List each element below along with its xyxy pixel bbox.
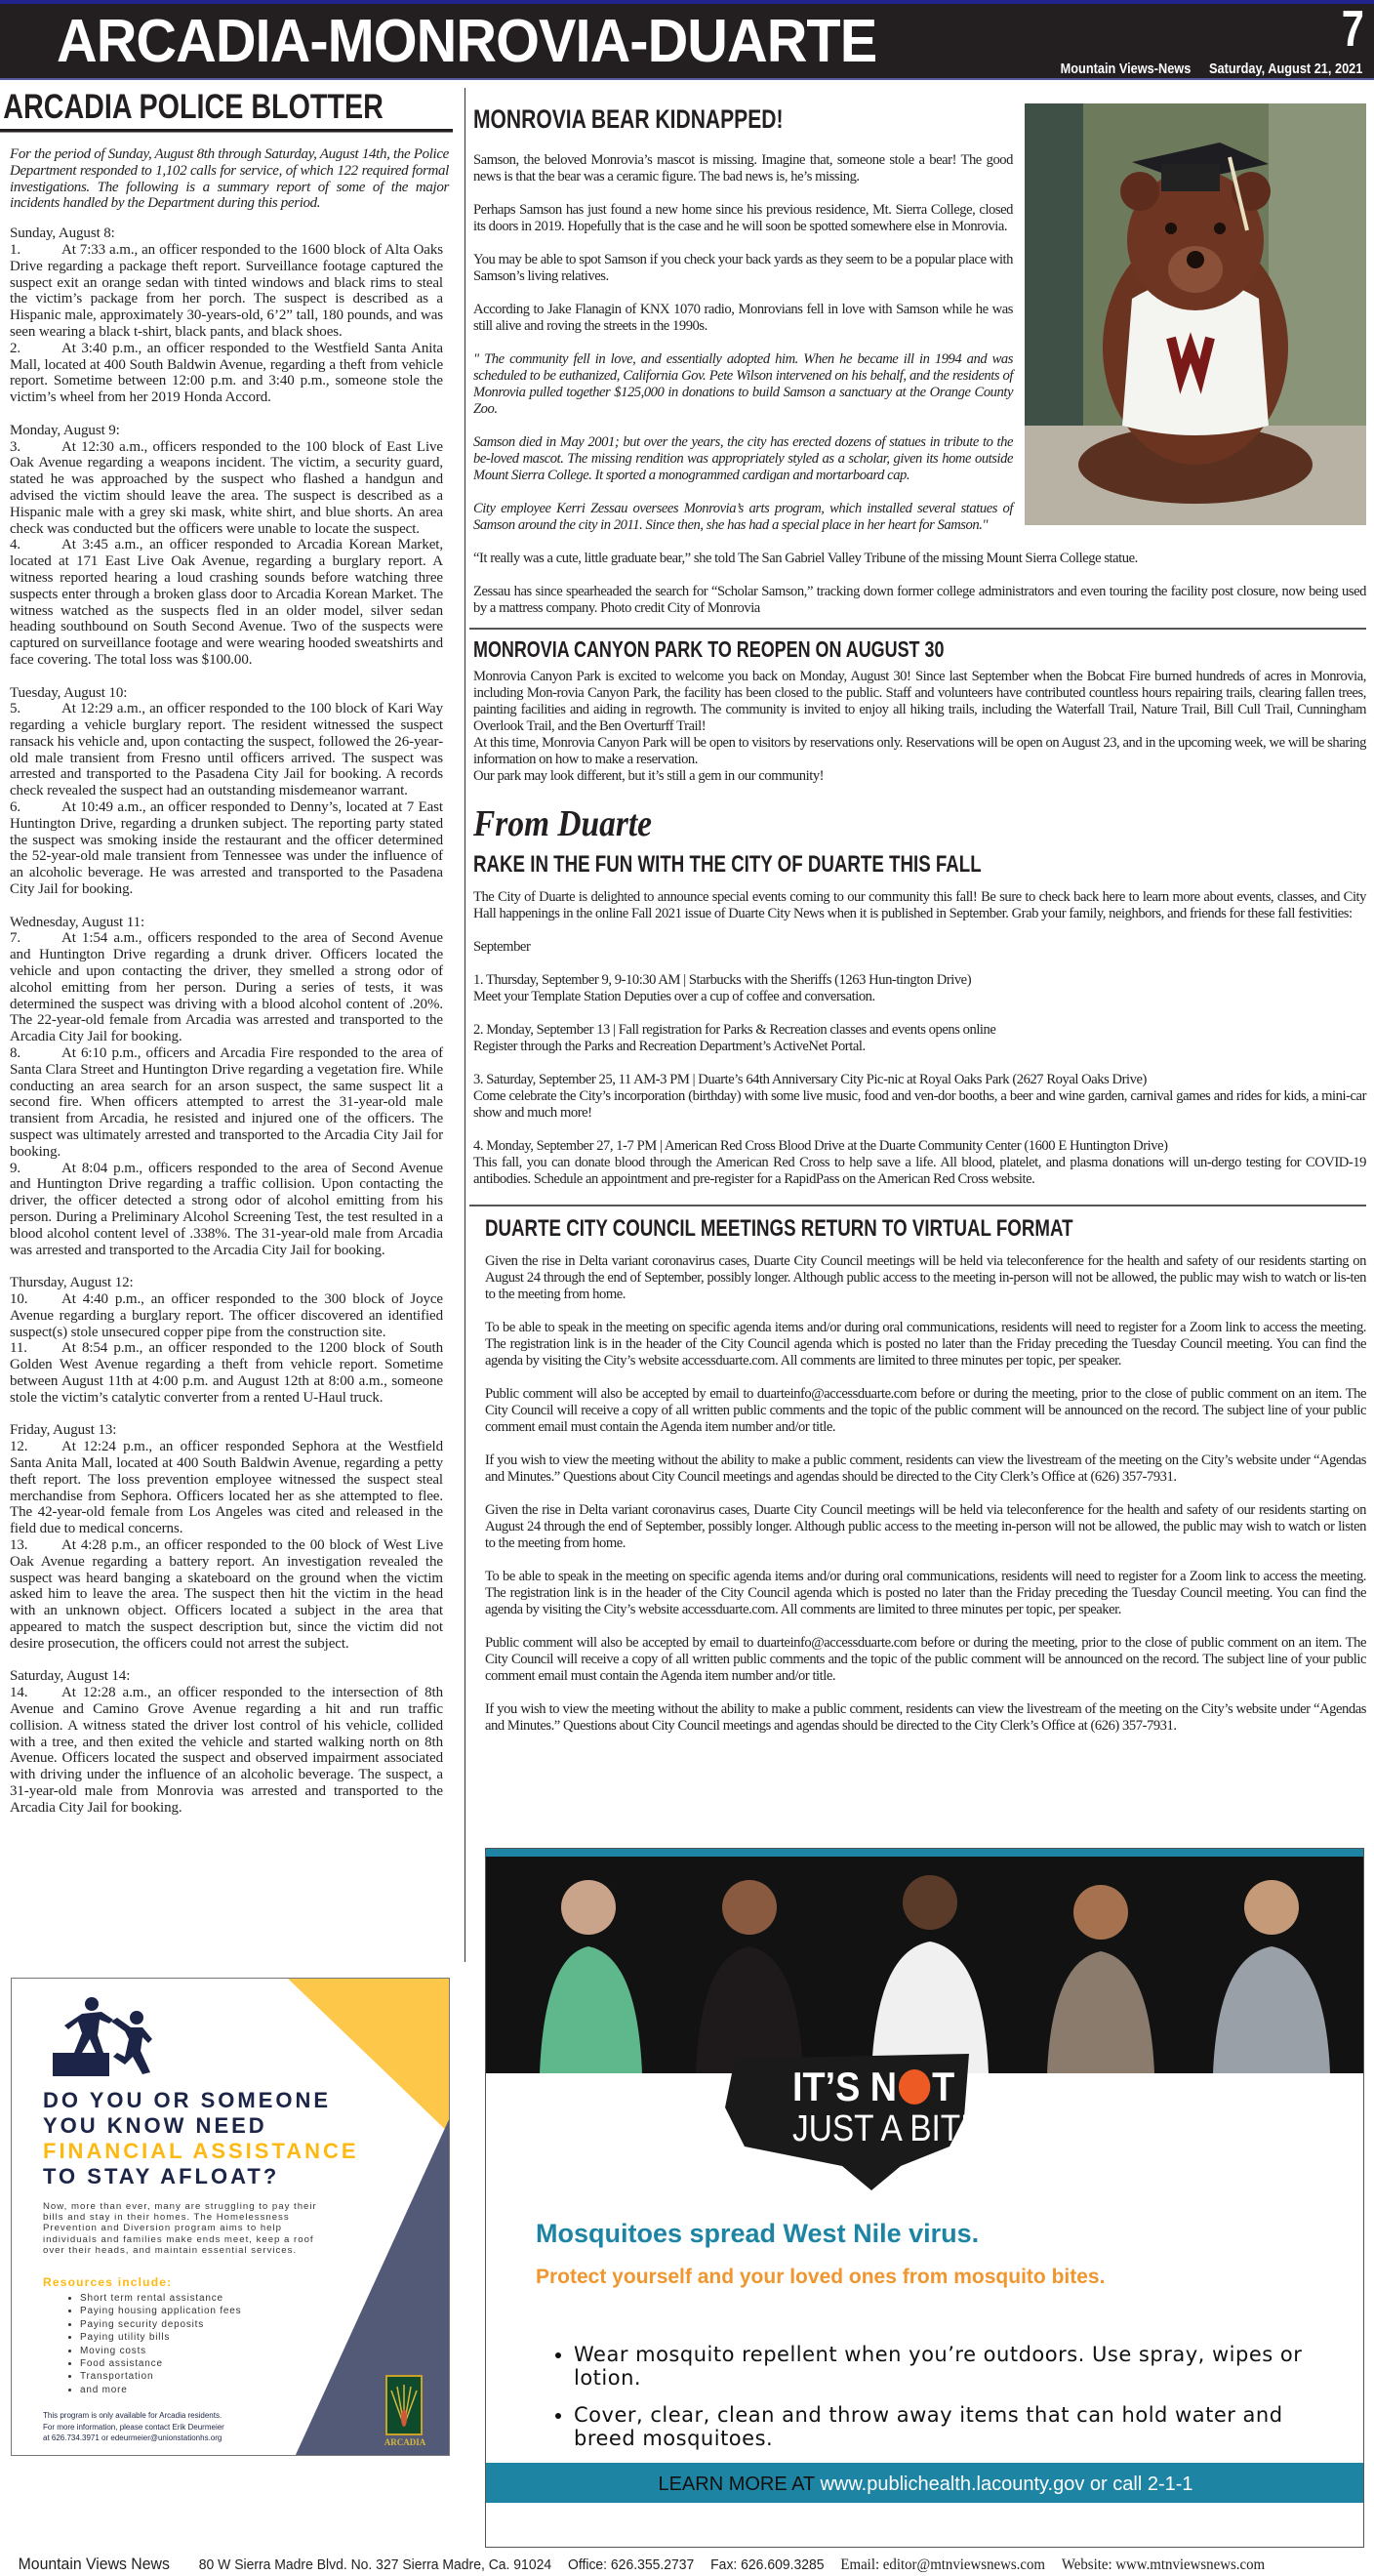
incident-text: At 7:33 a.m., an officer responded to the 1600 block of Alta Oaks Drive regarding a package theft report. Surveillance footage captured the suspect exit an orange sedan with tinted windows and black rims to steal the victim’s package from her porch. The suspect is described as a Hispanic male, approximately 30-years-old, 6’2” tall, 180 pounds, and was seen wearing a black t-shirt, black pants, and black shoes. [10,241,443,340]
blotter-intro: For the period of Sunday, August 8th through Saturday, August 14th, the Police Department responded to 1,102 calls for service, of which 122 required formal investigations. The following is a summary report of some of the major incidents handled by the Department during this period. [10,146,449,212]
incident-text: At 12:30 a.m., officers responded to the 100 block of East Live Oak Avenue regarding a weapons incident. The victim, a security guard, stated he was approached by the suspect who flashed a handgun and advised the victim should leave the area. The suspect is described as a Hispanic male with a grey ski mask, white shirt, and blue shorts. An area check was conducted but the officers were unable to locate the suspect. [10,438,443,537]
west-nile-ad [485,1848,1364,2548]
resource-item: • Paying security deposits [80,2318,241,2331]
resource-item: • and more [80,2384,241,2396]
day-label: Friday, August 13: [10,1422,117,1439]
bear-statue-photo [1025,103,1366,525]
incident-item [10,1685,443,1816]
incident-item [10,1045,443,1161]
day-label: Tuesday, August 10: [10,684,128,701]
bear-paragraph: City employee Kerri Zessau oversees Monrovia’s arts program, which installed several statues of Samson around the city in 2011. Since then, she has had a special place in her heart for Samson." [473,501,1013,533]
day-label: Wednesday, August 11: [10,914,145,930]
duarte-paragraph: 4. Monday, September 27, 1-7 PM | American Red Cross Blood Drive at the Duarte Community Center (1600 E Huntington Drive) This fall, you can donate blood through the American Red Cross to help save a life. All blood, platelet, and plasma donations will un-dergo testing for COVID-19 antibodies. Schedule an appointment and pre-register for a RapidPass on the American Red Cross website. [473,1138,1366,1187]
financial-assistance-ad [11,1978,450,2456]
slogan-text: IT’S N [792,2064,898,2109]
incident-number: 14. [10,1685,28,1701]
resource-item: • Food assistance [80,2357,241,2370]
day-label: Monday, August 9: [10,422,120,438]
incident-text: At 12:28 a.m., an officer responded to the intersection of 8th Avenue and Camino Grove Avenue regarding a hit and run traffic collision. A witness stated the driver lost control of his vehicle, collided with a tree, and then exited the vehicle and started walking north on 8th Avenue. Officers located the suspect and observed impairment associated with driving under the influence of an alcoholic beverage. The suspect, a 31-year-old male from Monrovia was arrested and transported to the Arcadia City Jail for booking. [10,1685,443,1816]
incident-text: At 12:29 a.m., an officer responded to the 100 block of Kari Way regarding a vehicle burglary report. The resident witnessed the suspect ransack his vehicle and, upon contacting the suspect, followed the 26-year-old male transient from Fresno until officers arrived. The suspect was arrested and transported to the Pasadena City Jail for booking. A records check revealed the suspect had an outstanding misdemeanor warrant. [10,701,443,799]
council-paragraph: Public comment will also be accepted by email to duarteinfo@accessduarte.com before or during the meeting, prior to the close of public comment on an item. The City Council will receive a copy of all written public comments and the topic of the public comment will be announced on the record. The subject line of your public comment email must contain the Agenda item number and/or title. [485,1386,1366,1435]
council-paragraph: If you wish to view the meeting without the ability to make a public comment, residents can view the livestream of the meeting on the City’s website under “Agendas and Minutes.” Questions about City Council meetings and agendas should be directed to the City Clerk’s Office at (626) 357-7931. [485,1452,1366,1485]
footer-address: 80 W Sierra Madre Blvd. No. 327 Sierra Madre, Ca. 91024 [198,2556,552,2573]
slogan-line-1 [792,2065,954,2108]
ad-contact [43,2410,224,2444]
bear-paragraph: Perhaps Samson has just found a new home since his previous residence, Mt. Sierra College, closed its doors in 2019. Hopefully that is the case and he will soon be spotted somewhere else in Monrovia. [473,202,1013,234]
ad-headline-2: YOU KNOW NEED [43,2113,267,2138]
incident-number: 13. [10,1536,28,1553]
incident-number: 6. [10,799,21,816]
incident-number: 3. [10,438,21,455]
incident-number: 10. [10,1290,28,1307]
council-paragraph: To be able to speak in the meeting on specific agenda items and/or during oral communications, residents will need to register for a Zoom link to access the meeting. The registration link is in the header of the City Council agenda which is posted no later than the Friday preceding the Tuesday Council meeting. You can find the agenda by visiting the City’s website accessduarte.com. All comments are limited to three minutes per topic, per speaker. [485,1320,1366,1369]
council-paragraph: Given the rise in Delta variant coronavirus cases, Duarte City Council meetings will be held via teleconference for the health and safety of our residents starting on August 24 through the end of September, possibly longer. Although public access to the meeting in-person will not be allowed, the public may wish to watch or listen to the meeting from home. [485,1502,1366,1551]
page-number: 7 [1341,1,1364,58]
bear-paragraph: “It really was a cute, little graduate bear,” she told The San Gabriel Valley Tribune of the missing Mount Sierra College statue. [473,551,1138,566]
canyon-paragraph: At this time, Monrovia Canyon Park will be open to visitors by reservations only. Reservations will be open on August 23, and in the upcoming week, we will be sharing information on how to make a reservation. [473,735,1366,767]
incident-item [10,1291,443,1340]
bear-heading: MONROVIA BEAR KIDNAPPED! [473,104,784,134]
footer-fax: Fax: 626.609.3285 [710,2556,825,2573]
masthead-info [1060,61,1362,78]
duarte-paragraph: 3. Saturday, September 25, 11 AM-3 PM | Duarte’s 64th Anniversary City Pic-nic at Royal Oaks Park (2627 Royal Oaks Drive) Come celebrate the City’s incorporation (birthday) with some live music, food and ven-dor booths, a beer and wine garden, carnival games and rides for kids, a mini-car show and much more! [473,1072,1366,1121]
blotter-body [0,212,453,1816]
blotter-day [10,1422,443,1652]
incident-item [10,1161,443,1259]
council-paragraph: If you wish to view the meeting without the ability to make a public comment, residents can view the livestream of the meeting on the City’s website under “Agendas and Minutes.” Questions about City Council meetings and agendas should be directed to the City Clerk’s Office at (626) 357-7931. [485,1701,1366,1734]
slogan-line-2: JUST A BITE [792,2108,983,2149]
resources-label: Resources include: [43,2275,173,2289]
incident-text: At 3:40 p.m., an officer responded to the Westfield Santa Anita Mall, located at 400 South Baldwin Avenue, regarding a theft from vehicle report. Sometime between 12:00 p.m. and 3:40 p.m., someone stole the victim’s wheel from her 2019 Honda Accord. [10,340,443,406]
duarte-paragraph: The City of Duarte is delighted to announce special events coming to our community this fall! Be sure to check back here to learn more about events, classes, and City Hall happenings in the online Fall 2021 issue of Duarte City News when it is published in September. Grab your family, neighbors, and friends for these fall festivities: [473,889,1366,921]
incident-number: 2. [10,340,21,356]
incident-item [10,341,443,406]
ad-headline-3: FINANCIAL ASSISTANCE [43,2139,359,2163]
blotter-day [10,915,443,1259]
footer-paper: Mountain Views News [18,2555,170,2573]
incident-item [10,1537,443,1653]
bear-paragraph: According to Jake Flanagin of KNX 1070 radio, Monrovians fell in love with Samson while he was still alive and roving the streets in the 1990s. [473,302,1013,334]
incident-text: At 8:04 p.m., officers responded to the area of Second Avenue and Huntington Drive regarding a traffic collision. Upon contacting the driver, the officer detected a strong odor of alcohol emitting from his person. During a Preliminary Alcohol Screening Test, the test resulted in a blood alcohol content level of .338%. The 31-year-old male from Arcadia was arrested and transported to the Arcadia City Jail for booking. [10,1160,443,1258]
day-label: Saturday, August 14: [10,1668,131,1685]
incident-item [10,701,443,799]
blotter-day [10,423,443,669]
police-blotter [0,84,453,1832]
canyon-paragraph: Monrovia Canyon Park is excited to welcome you back on Monday, August 30! Since last September when the Bobcat Fire burned hundreds of acres in Monrovia, including Mon-rovia Canyon Park, the facility has been closed to the public. Staff and volunteers have contributed countless hours repairing trails, clearing fallen trees, painting facilities and aiding in regrowth. The community is invited to enjoy all hiking trails, including the Waterfall Trail, Nature Trail, Bill Cull Trail, Cunningham Overlook Trail, and the Ben Overturff Trail! [473,669,1366,734]
resource-item: • Moving costs [80,2345,241,2357]
ad-body: Now, more than ever, many are struggling to pay their bills and stay in their homes. The Homelessness Prevention and Diversion program aims to help individuals and families make ends meet, keep a roof over their heads, and maintain essential services. [43,2201,317,2256]
mosquito-icon [899,2069,930,2105]
people-photo [486,1849,1364,2073]
blotter-day [10,685,443,898]
council-paragraph: Given the rise in Delta variant coronavirus cases, Duarte City Council meetings will be held via teleconference for the health and safety of our residents starting on August 24 through the end of September, possibly longer. Although public access to the meeting in-person will not be allowed, the public may wish to watch or lis-ten to the meeting from home. [485,1253,1366,1302]
bear-paragraph: Zessau has since spearheaded the search for “Scholar Samson,” tracking down former college administrators and even touring the facility post closure, now being used by a mattress company. Photo credit City of Monrovia [473,584,1366,616]
resource-item: • Transportation [80,2370,241,2383]
learn-more-label: LEARN MORE AT [658,2474,815,2495]
bear-paragraph: Samson died in May 2001; but over the years, the city has erected dozens of statues in tribute to the be-loved mascot. The missing rendition was appropriately styled as a scholar, given its home outside Mount Sierra College. It sported a monogrammed cardigan and mortarboard cap. [473,434,1013,483]
bear-paragraph: You may be able to spot Samson if you check your back yards as they seem to be a popular place with Samson’s living relatives. [473,252,1013,284]
ad-subhead: Protect yourself and your loved ones from mosquito bites. [536,2266,1106,2288]
incident-text: At 10:49 a.m., an officer responded to Denny’s, located at 7 East Huntington Drive, regarding a drunken subject. The reporting party stated the suspect was smoking inside the restaurant and the officer determined the 52-year-old male transient from Tennessee was under the influence of an alcoholic beverage. He was arrested and transported to the Pasadena City Jail for booking. [10,799,443,898]
incident-item [10,1439,443,1537]
council-paragraph: To be able to speak in the meeting on specific agenda items and/or during oral communications, residents will need to register for a Zoom link to access the meeting. The registration link is in the header of the City Council agenda which is posted no later than the Friday preceding the Tuesday Council meeting. You can find the agenda by visiting the City’s website accessduarte.com. All comments are limited to three minutes per topic, per speaker. [485,1569,1366,1617]
incident-number: 1. [10,241,21,258]
resource-item: • Short term rental assistance [80,2292,241,2305]
peacock-icon [387,2377,421,2433]
bear-paragraph: " The community fell in love, and essentially adopted him. When he became ill in 1994 and was scheduled to be euthanized, California Gov. Pete Wilson intervened on his behalf, and the residents of Monrovia pulled together $125,000 in donations to build Samson a sanctuary at the Orange County Zoo. [473,351,1013,417]
blotter-heading: ARCADIA POLICE BLOTTER [3,88,384,126]
canyon-body [473,669,1366,785]
council-article [473,1214,1366,1735]
footer-office: Office: 626.355.2737 [567,2556,695,2573]
council-paragraph: Public comment will also be accepted by email to duarteinfo@accessduarte.com before or during the meeting, prior to the close of public comment on an item. The City Council will receive a copy of all written public comments and the topic of the public comment will be announced on the record. The subject line of your public comment email must contain the Agenda item number and/or title. [485,1635,1366,1684]
arcadia-logo-text [379,2437,431,2447]
duarte-paragraph: 1. Thursday, September 9, 9-10:30 AM | Starbucks with the Sheriffs (1263 Hun-tington Drive) Meet your Template Station Deputies over a cup of coffee and conversation. [473,972,972,1004]
incident-number: 12. [10,1439,28,1455]
incident-item [10,930,443,1045]
section-title: ARCADIA-MONROVIA-DUARTE [57,8,877,75]
incident-item [10,439,443,538]
learn-more-bar [486,2463,1364,2506]
resources-list [80,2292,241,2396]
arcadia-logo [385,2375,423,2435]
learn-more-link[interactable]: www.publichealth.lacounty.gov or call 2-1-1 [820,2474,1193,2495]
resource-item: • Paying housing application fees [80,2305,241,2317]
incident-item [10,537,443,668]
prevention-list [574,2343,1315,2464]
bear-paragraph: Samson, the beloved Monrovia’s mascot is missing. Imagine that, someone stole a bear! The good news is that the bear was a ceramic figure. The bad news is, he’s missing. [473,152,1013,184]
incident-text: At 12:24 p.m., an officer responded Sephora at the Westfield Santa Anita Mall, located at 400 South Baldwin Avenue, regarding a petty theft report. The loss prevention employee witnessed the suspect steal merchandise from Sephora. Officers located her as she attempted to flee. The 42-year-old female from Los Angeles was cited and released in the field due to medical concerns. [10,1439,443,1537]
duarte-heading: RAKE IN THE FUN WITH THE CITY OF DUARTE THIS FALL [473,851,982,878]
ad-headline: Mosquitoes spread West Nile virus. [536,2219,980,2248]
footer-website[interactable]: Website: www.mtnviewsnews.com [1061,2556,1266,2573]
canyon-heading: MONROVIA CANYON PARK TO REOPEN ON AUGUST 30 [473,636,945,662]
canyon-paragraph: Our park may look different, but it’s still a gem in our community! [473,768,825,784]
day-label: Sunday, August 8: [10,225,115,242]
from-duarte-title: From Duarte [473,803,653,844]
incident-number: 8. [10,1045,21,1062]
contact-line: This program is only available for Arcadia residents. [43,2411,222,2420]
masthead [0,0,1374,80]
incident-number: 9. [10,1160,21,1176]
blotter-day [10,1668,443,1816]
incident-item [10,1340,443,1406]
section-rule [469,1205,1366,1206]
prevention-item: • Wear mosquito repellent when you’re outdoors. Use spray, wipes or lotion. [574,2343,1315,2390]
incident-text: At 6:10 p.m., officers and Arcadia Fire responded to the area of Santa Clara Street and Huntington Drive regarding a vegetation fire. While conducting an area search for an arson suspect, the same suspect lit a second fire. When officers attempted to arrest the 31-year-old male transient from Arcadia, he resisted and injured one of the officers. The suspect was ultimately arrested and transported to the Arcadia City Jail for booking. [10,1045,443,1160]
incident-text: At 4:28 p.m., an officer responded to the 00 block of West Live Oak Avenue regarding a battery report. An investigation revealed the suspect was heard banging a skateboard on the ground when the victim asked him to leave the area. The suspect then hit the victim in the head with an unknown object. Officers located a subject in the area that appeared to match the suspect description but, since the victim did not desire prosecution, the officers could not arrest the subject. [10,1536,443,1652]
incident-text: At 3:45 a.m., an officer responded to Arcadia Korean Market, located at 171 East Live Oak Avenue, regarding a burglary report. A witness reported hearing a loud crashing sounds before watching three suspects enter through a broken glass door to Arcadia Korean Market. The witness watched as the suspects fled in an older model, silver sedan heading southbound on South Second Avenue. Two of the suspects were captured on surveillance footage and were wearing hooded sweatshirts and face covering. The total loss was $100.00. [10,537,443,668]
contact-line: at 626.734.3971 or edeurmeier@unionstationhs.org [43,2433,222,2443]
resource-item: • Paying utility bills [80,2331,241,2344]
ad-headline-1: DO YOU OR SOMEONE [43,2088,332,2112]
duarte-paragraph: September [473,939,531,955]
slogan-text: T [932,2064,955,2109]
duarte-body [473,889,1366,1188]
council-heading: DUARTE CITY COUNCIL MEETINGS RETURN TO VIRTUAL FORMAT [485,1215,1073,1242]
prevention-item: • Cover, clear, clean and throw away items that can hold water and breed mosquitoes. [574,2403,1315,2450]
day-label: Thursday, August 12: [10,1275,134,1291]
section-rule [469,628,1366,630]
incident-number: 11. [10,1340,27,1357]
incident-text: At 1:54 a.m., officers responded to the area of Second Avenue and Huntington Drive regarding a drunk driver. Officers located the vehicle and upon contacting the driver, they smelled a strong odor of alcohol emitting from her person. During a series of tests, it was determined the suspect was driving with a blood alcohol content of .20%. The 22-year-old female from Arcadia was arrested and transported to the Arcadia City Jail for booking. [10,930,443,1045]
helping-hand-icon [53,1996,160,2080]
incident-item [10,799,443,898]
council-body [485,1253,1366,1735]
incident-item [10,242,443,341]
footer-email[interactable]: Email: editor@mtnviewsnews.com [840,2556,1045,2573]
issue-date: Saturday, August 21, 2021 [1208,61,1362,77]
incident-text: At 4:40 p.m., an officer responded to the 300 block of Joyce Avenue regarding a burglary report. The officer discovered an identified suspect(s) stole unsecured copper pipe from the construction site. [10,1290,443,1340]
blotter-day [10,225,443,406]
logo-name: ARCADIA [384,2437,426,2447]
incident-number: 7. [10,930,21,947]
duarte-paragraph: 2. Monday, September 13 | Fall registration for Parks & Recreation classes and events opens online Register through the Parks and Recreation Department’s ActiveNet Portal. [473,1022,996,1054]
incident-number: 4. [10,537,21,553]
page-footer [0,2555,1277,2576]
right-column [473,88,1366,1751]
blotter-day [10,1275,443,1406]
contact-line: For more information, please contact Erik Deurmeier [43,2422,224,2432]
bear-article [473,103,1366,617]
incident-number: 5. [10,701,21,717]
ad-headline-4: TO STAY AFLOAT? [43,2164,280,2188]
paper-name: Mountain Views-News [1060,61,1191,77]
incident-text: At 8:54 p.m., an officer responded to the 1200 block of South Golden West Avenue regarding a theft from vehicle report. Sometime between August 11th at 4:00 p.m. and August 12th at 8:00 a.m., someone stole the victim’s catalytic converter from a rented U-Haul truck. [10,1340,443,1406]
